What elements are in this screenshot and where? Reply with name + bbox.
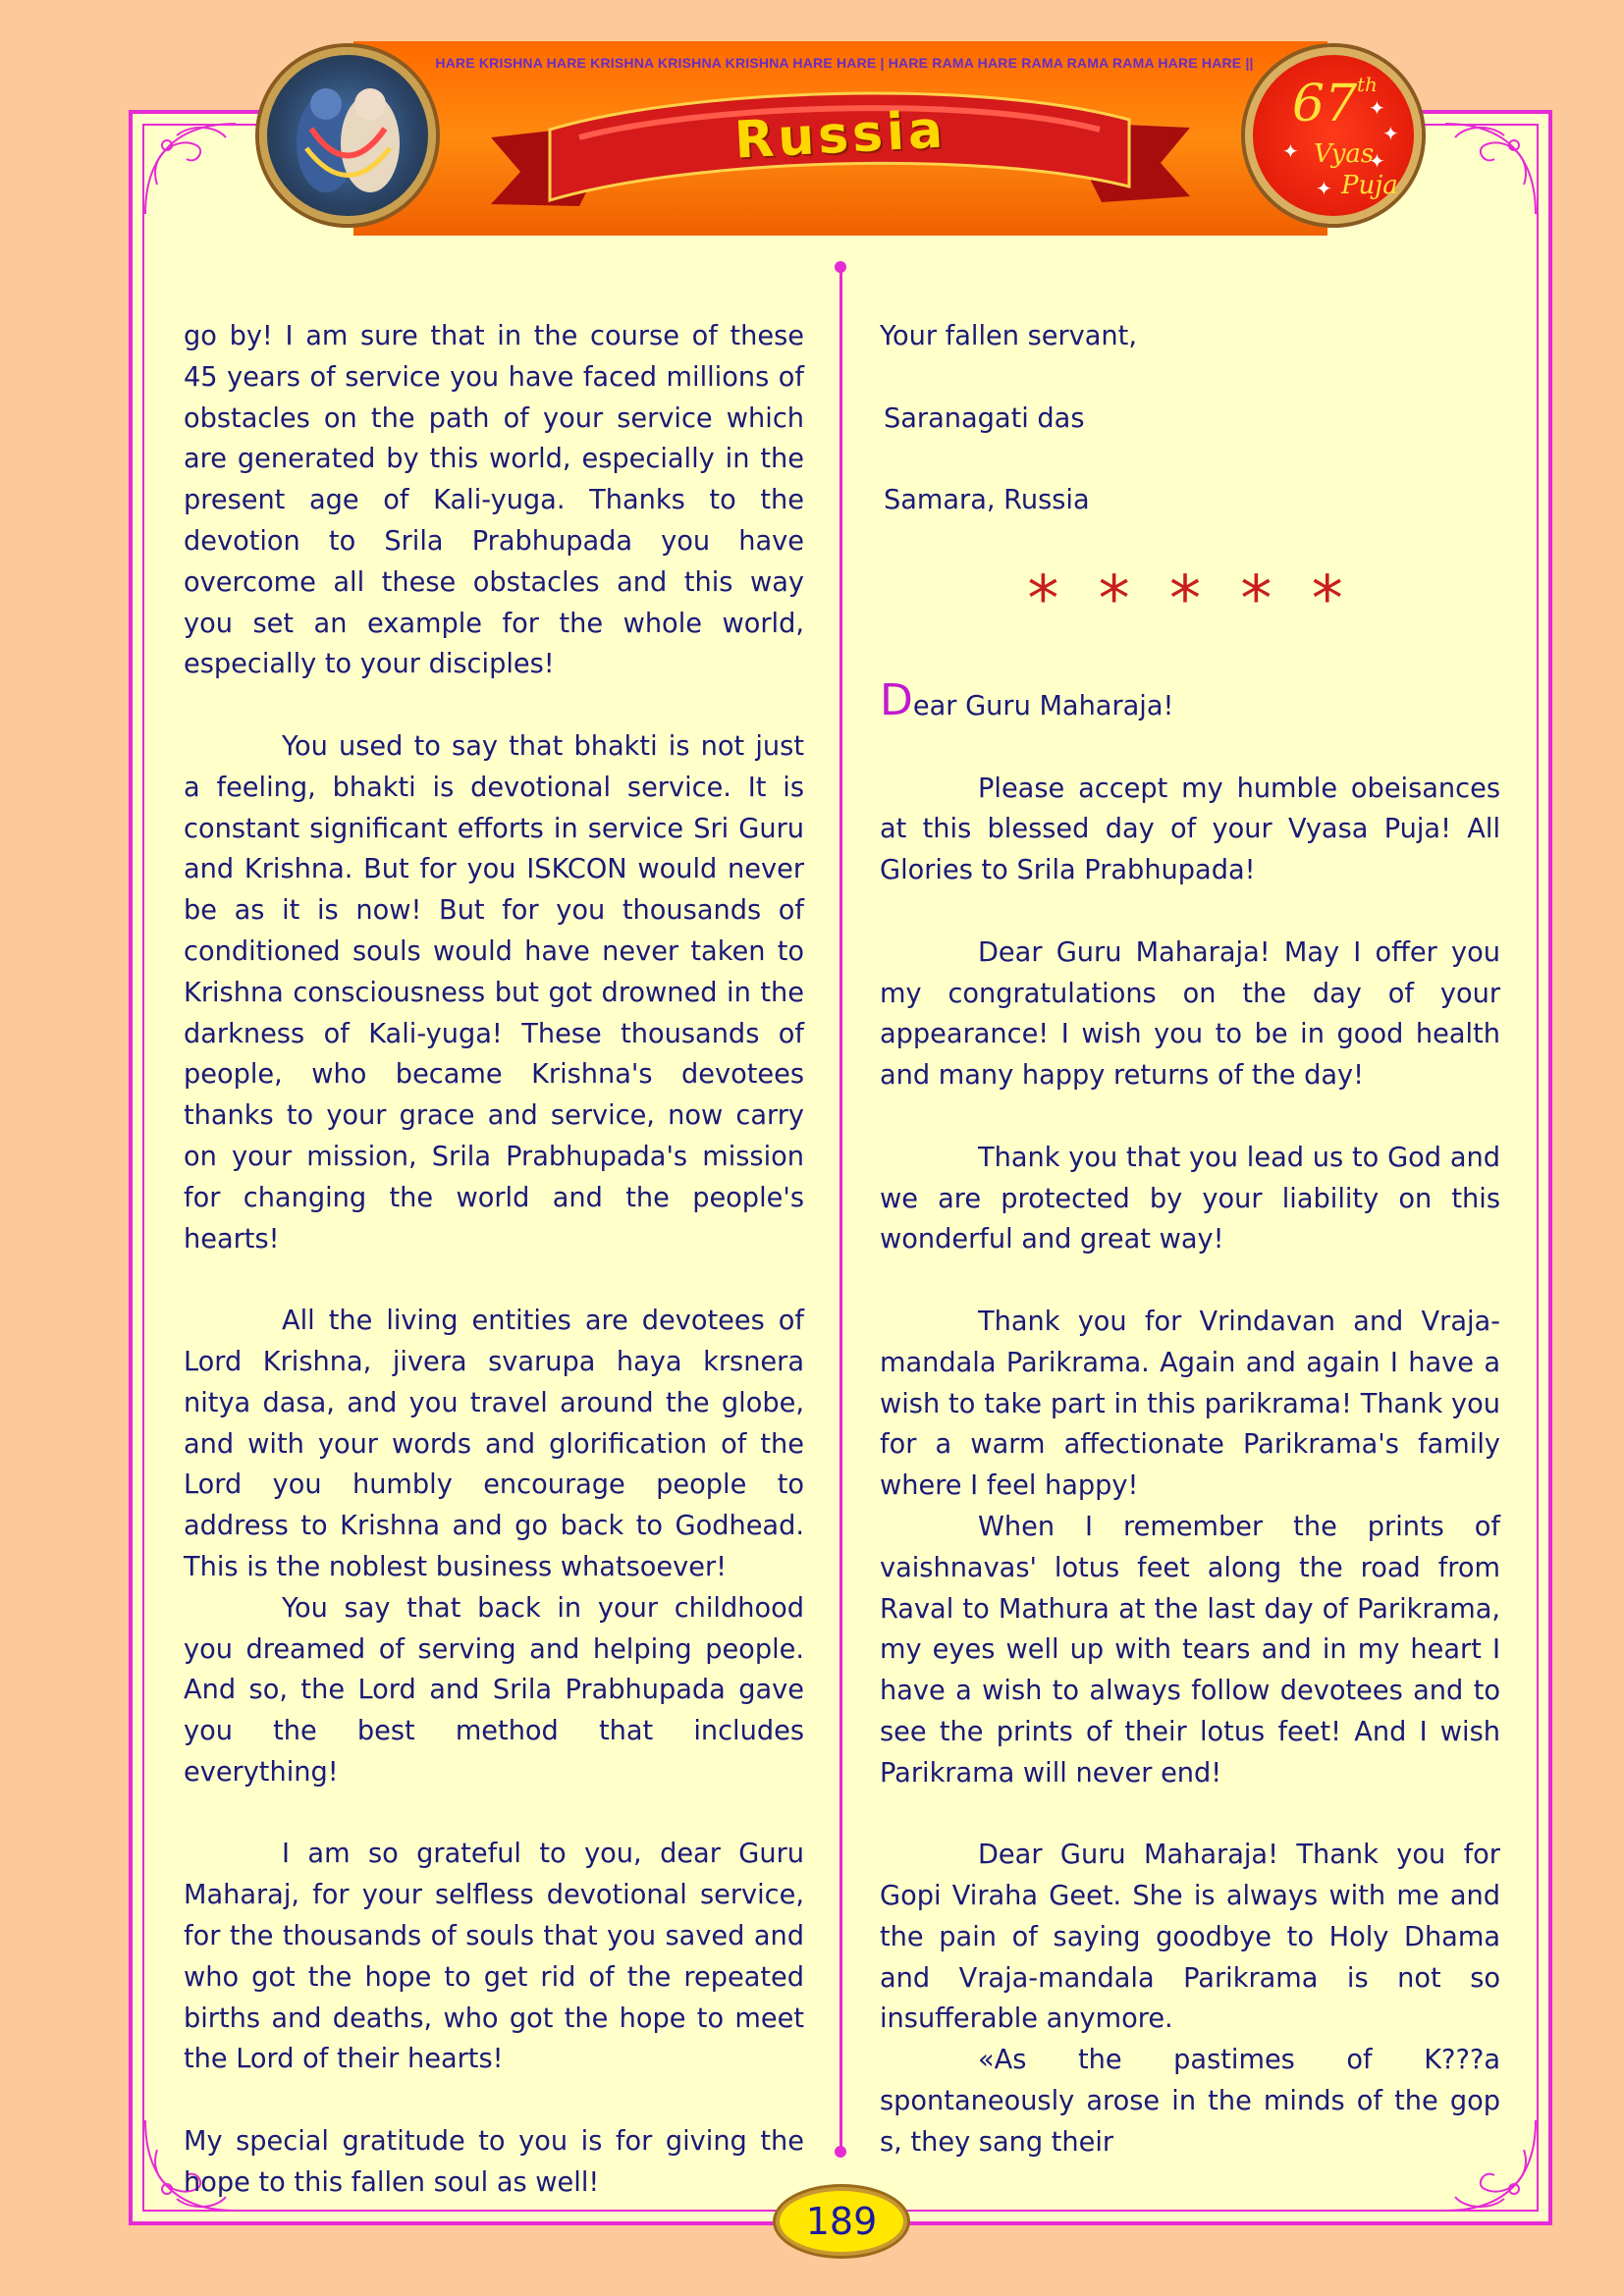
signature-place: Samara, Russia [884,485,1090,516]
sparkle-icon: ✦ [1382,122,1399,145]
paragraph: My special gratitude to you is for giving the hope to this fallen soul as well! [184,2126,804,2198]
vyas-puja-badge [1245,47,1422,224]
drop-cap: D [880,674,913,725]
header-mantra: HARE KRISHNA HARE KRISHNA KRISHNA KRISHNA HARE HARE | HARE RAMA HARE RAMA RAMA RAMA HARE HARE || [435,55,1254,71]
corner-ornament-top-right [1435,116,1543,224]
page-title: Russia [732,100,948,171]
salutation-text: ear Guru Maharaja! [912,690,1174,721]
paragraph: Dear Guru Maharaja! Thank you for Gopi Viraha Geet. She is always with me and the pain of saying goodbye to Holy Dhama and Vraja-mandala Parikrama is not so insufferable anymore. [880,1840,1500,2035]
paragraph: Dear Guru Maharaja! May I offer you my congratulations on the day of your appearance! I wish you to be in good health and many happy returns of the day! [880,936,1500,1092]
closing-line: Your fallen servant, [880,321,1137,351]
page-number: 189 [805,2200,878,2243]
left-column [184,316,804,2244]
paragraph: I am so grateful to you, dear Guru Maharaj, for your selfless devotional service, for the thousands of souls that you saved and who got the hope to get rid of the repeated births and deaths, who got the hope to meet the Lord of their hearts! [184,1839,804,2075]
paragraph: «As the pastimes of K???a spontaneously arose in the minds of the gop s, they sang their [880,2045,1500,2158]
signature-name: Saranagati das [884,402,1085,434]
paragraph: You used to say that bhakti is not just a feeling, bhakti is devotional service. It is constant significant efforts in service Sri Guru and Krishna. But for you ISKCON would never be as it is now! But for you thousands of conditioned souls would have never taken to Krishna consciousness but got drowned in the darkness of Kali-yuga! These thousands of people, who became Krishna's devotees thanks to your grace and service, now carry on your mission, Srila Prabhupada's mission for changing the world and the people's hearts! [184,730,804,1255]
paragraph: You say that back in your childhood you dreamed of serving and helping people. And so, the Lord and Srila Prabhupada gave you the best method that includes everything! [184,1592,804,1788]
paragraph: Thank you for Vrindavan and Vraja-mandala Parikrama. Again and again I have a wish to take part in this parikrama! Thank you for a warm affectionate Parikrama's family where I feel happy! [880,1306,1500,1502]
sparkle-icon: ✦ [1369,96,1385,120]
section-separator: * * * * * [1027,562,1353,636]
paragraph: When I remember the prints of vaishnavas' lotus feet along the road from Raval to Mathura at the last day of Parikrama, my eyes well up with tears and in my heart I have a wish to always follow devotees and to see the prints of their lotus feet! And I wish Parikrama will never end! [880,1511,1500,1789]
page-number-badge [776,2187,907,2256]
paragraph: Please accept my humble obeisances at this blessed day of your Vyasa Puja! All Glories to Srila Prabhupada! [880,773,1500,886]
column-divider [839,267,842,2152]
salutation [880,674,1500,727]
sparkle-icon: ✦ [1316,177,1332,200]
corner-ornament-top-left [137,116,245,224]
anniversary-line-vyas: Vyas [1314,139,1375,169]
header-banner [353,41,1327,236]
deity-medallion-image [259,47,436,224]
deity-picture [267,55,428,216]
anniversary-number: 67 [1292,75,1358,133]
anniversary-suffix: th [1357,73,1378,96]
paragraph: All the living entities are devotees of Lord Krishna, jivera svarupa haya krsnera nitya dasa, and you travel around the globe, and with your words and glorification of the Lord you humbly encourage people to address to Krishna and go back to Godhead. This is the noblest business whatsoever! [184,1306,804,1582]
divider-dot-bottom [835,2146,846,2158]
anniversary-line-puja: Puja [1341,171,1398,200]
divider-dot-top [835,261,846,273]
sparkle-icon: ✦ [1282,139,1299,163]
right-column [880,316,1500,2163]
sparkle-icon: ✦ [1369,149,1385,173]
paragraph: go by! I am sure that in the course of these 45 years of service you have faced millions of obstacles on the path of your service which are generated by this world, especially in the present age of Kali-yuga. Thanks to the devotion to Srila Prabhupada you have overcome all these obstacles and this way you set an example for the whole world, especially to your disciples! [184,321,804,680]
paragraph: Thank you that you lead us to God and we are protected by your liability on this wonderful and great way! [880,1142,1500,1255]
